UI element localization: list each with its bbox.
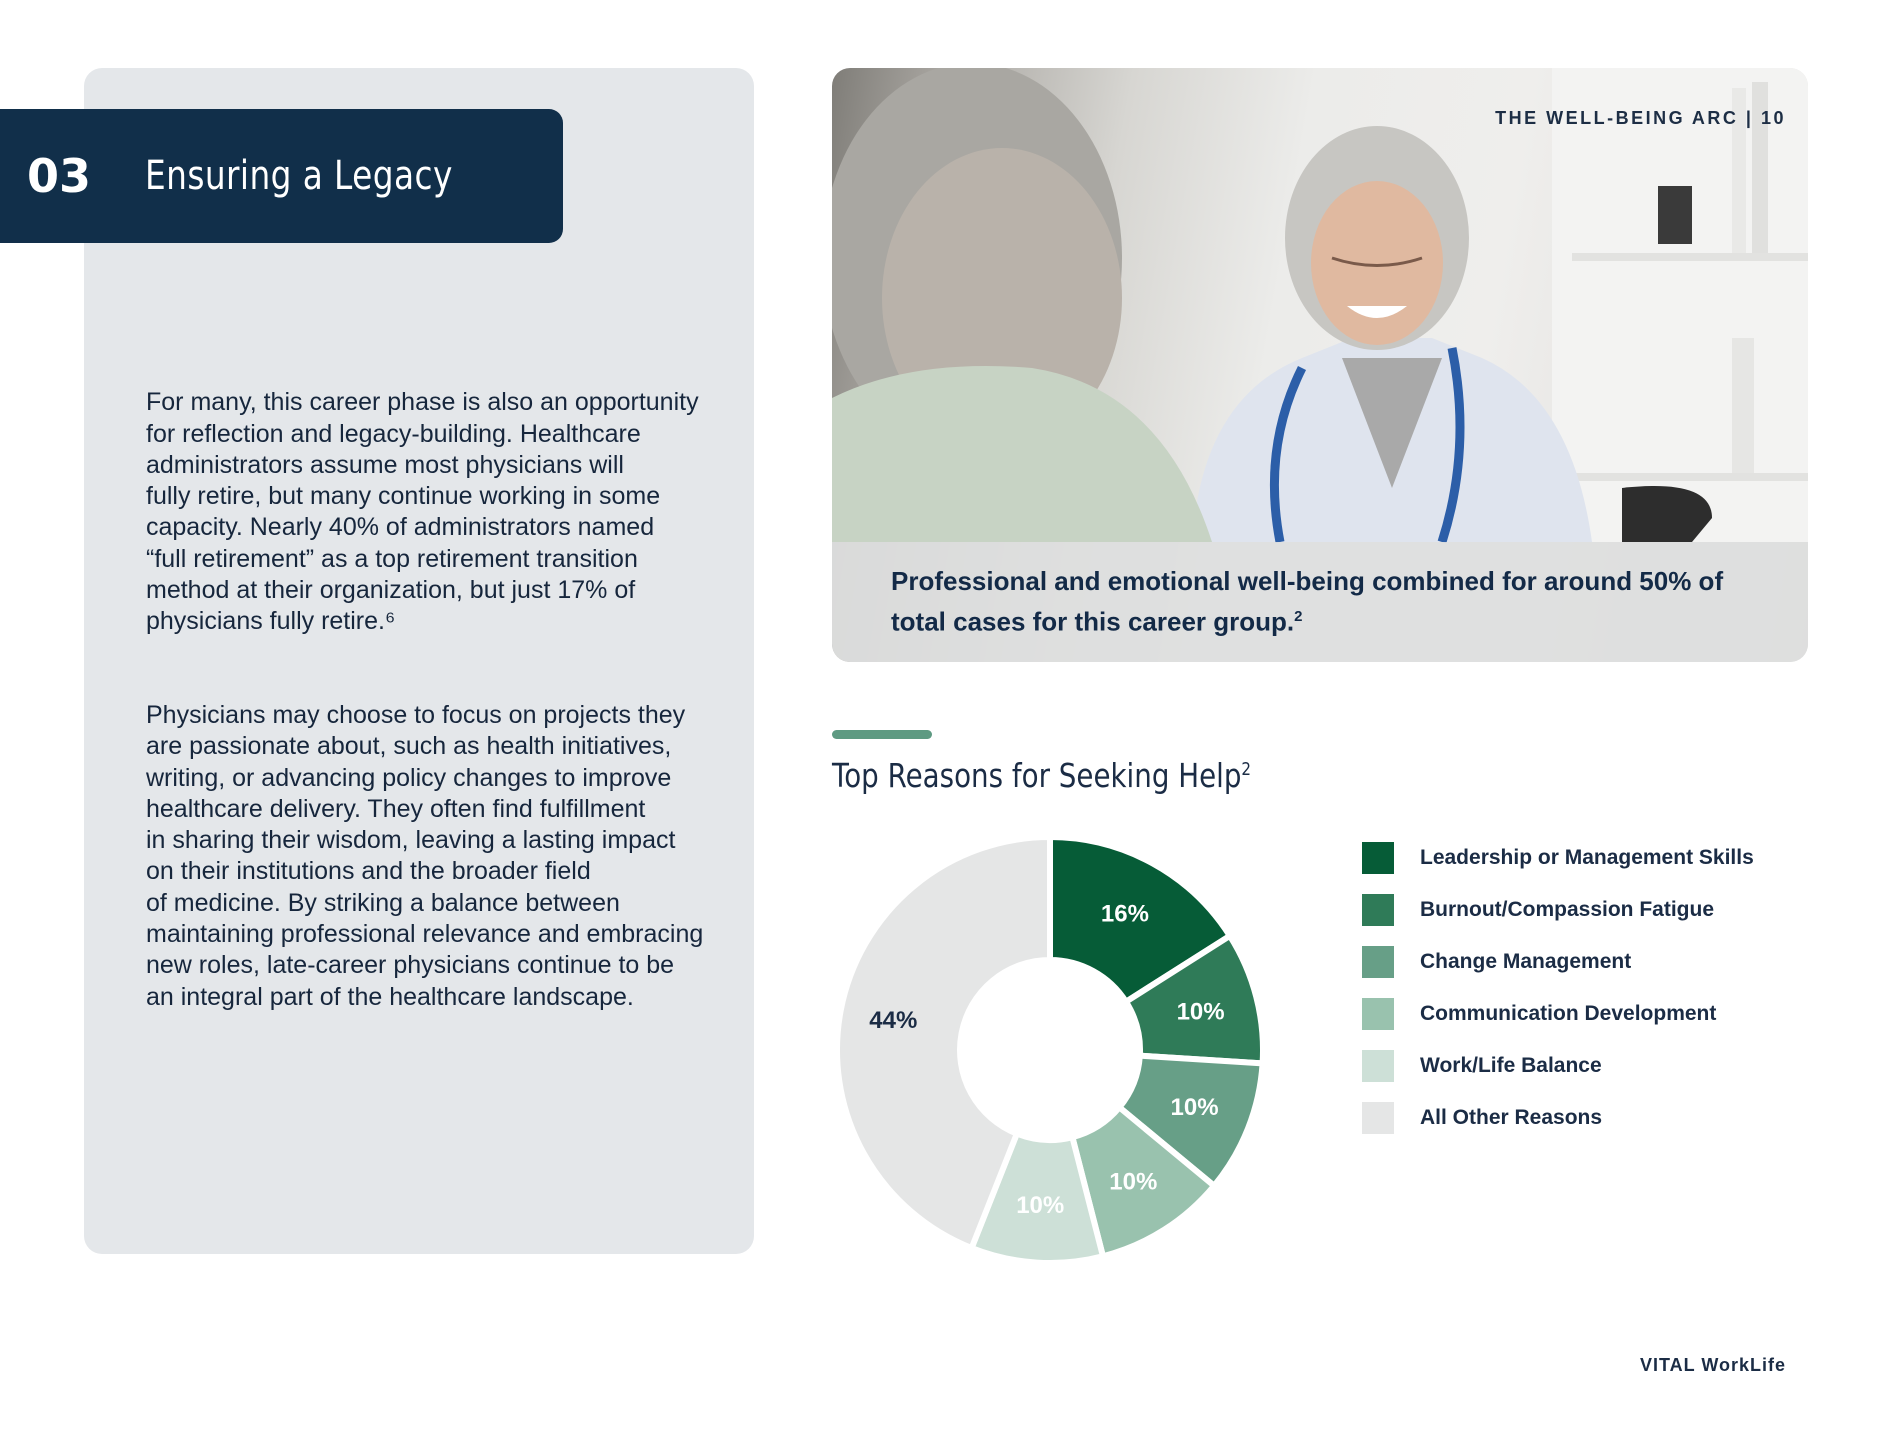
hero-photo — [832, 68, 1808, 662]
section-title: Ensuring a Legacy — [145, 153, 453, 199]
photo-caption — [891, 564, 1771, 640]
chart-title — [832, 756, 1251, 795]
slice-label: 10% — [1176, 998, 1225, 1026]
donut-chart — [832, 830, 1272, 1270]
legend-swatch — [1362, 1050, 1394, 1082]
caption-footnote: 2 — [1294, 608, 1303, 625]
body-paragraph: For many, this career phase is also an opportunity for reflection and legacy-building. Healthcare administrators assume most physicians will fully retire, but many continue working in some capacity. Nearly 40% of administrators named “full retirement” as a top retirement transition method at their organization, but just 17% of physicians fully retire.⁶ — [146, 388, 699, 636]
page-label: THE WELL-BEING ARC | 10 — [1495, 108, 1786, 128]
legend-item — [1362, 884, 1754, 936]
footer-brand: VITAL WorkLife — [1639, 1355, 1786, 1375]
slice-label: 16% — [1100, 900, 1149, 928]
slice-label: 10% — [1170, 1094, 1219, 1122]
caption-text: Professional and emotional well-being combined for around 50% of total cases for this career group. — [891, 566, 1724, 637]
slice-label: 44% — [869, 1007, 918, 1035]
legend-label: Change Management — [1420, 950, 1632, 973]
legend-item — [1362, 832, 1754, 884]
legend-item — [1362, 936, 1754, 988]
legend-label: Work/Life Balance — [1420, 1054, 1602, 1077]
body-paragraph: Physicians may choose to focus on projects they are passionate about, such as health initiatives, writing, or advancing policy changes to improve healthcare delivery. They often find fulfillment in sharing their wisdom, leaving a lasting impact on their institutions and the broader field of medicine. By striking a balance between maintaining professional relevance and embracing new roles, late-career physicians continue to be an integral part of the healthcare landscape. — [146, 700, 704, 1011]
legend-swatch — [1362, 894, 1394, 926]
slice-label: 10% — [1109, 1168, 1158, 1196]
legend-label: Burnout/Compassion Fatigue — [1420, 898, 1714, 921]
slice-label: 10% — [1016, 1192, 1065, 1220]
legend-swatch — [1362, 1102, 1394, 1134]
chart-legend — [1362, 832, 1754, 1144]
body-text — [146, 356, 736, 1075]
legend-swatch — [1362, 946, 1394, 978]
legend-label: All Other Reasons — [1420, 1106, 1603, 1129]
legend-item — [1362, 988, 1754, 1040]
section-number: 03 — [27, 149, 92, 203]
chart-title-footnote: 2 — [1241, 759, 1252, 780]
legend-swatch — [1362, 842, 1394, 874]
section-header — [0, 109, 563, 243]
chart-accent-bar — [832, 730, 932, 739]
legend-swatch — [1362, 998, 1394, 1030]
chart-title-text: Top Reasons for Seeking Help — [832, 756, 1242, 795]
legend-item — [1362, 1092, 1754, 1144]
legend-item — [1362, 1040, 1754, 1092]
legend-label: Communication Development — [1420, 1002, 1717, 1025]
legend-label: Leadership or Management Skills — [1420, 846, 1754, 869]
